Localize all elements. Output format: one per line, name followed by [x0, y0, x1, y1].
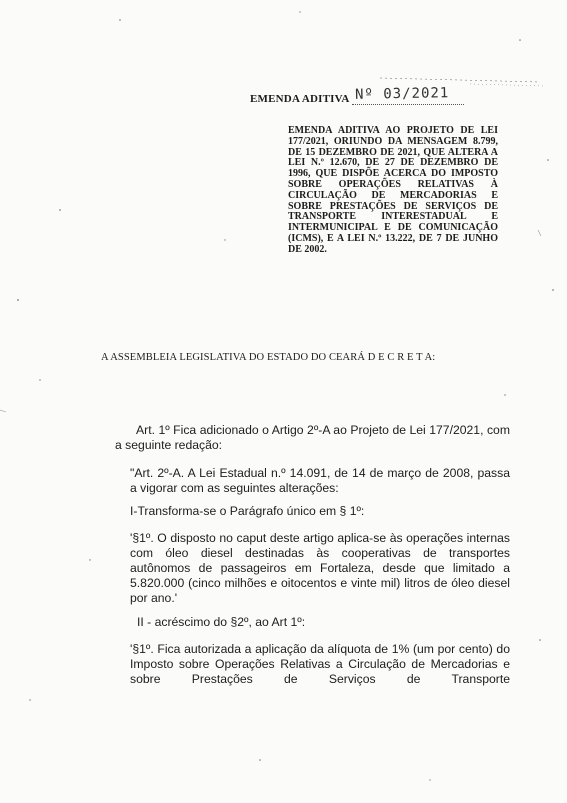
paragraph-2: '§1º. Fica autorizada a aplicação da alíquota de 1% (um por cento) do Imposto sobre Operações Relativas a Circulação de Mercadorias e sobre Prestações de Serviços de Transporte [130, 642, 510, 686]
inciso-2: II - acréscimo do §2º, ao Art 1º: [137, 615, 306, 629]
article-1: Art. 1º Fica adicionado o Artigo 2º-A ao Projeto de Lei 177/2021, com a seguinte redação: [115, 423, 510, 452]
handwritten-underline [352, 104, 464, 106]
inciso-1: I-Transforma-se o Parágrafo único em § 1º: [130, 504, 365, 518]
ementa-summary: EMENDA ADITIVA AO PROJETO DE LEI 177/2021, ORIUNDO DA MENSAGEM 8.799, DE 15 DEZEMBRO DE 2021, QUE ALTERA A LEI N.º 12.670, DE 27 DE DEZEMBRO DE 1996, QUE DISPÕE ACERCA DO IMPOSTO SOBRE OPERAÇÕES RELATIVAS À CIRCULAÇÃO DE MERCADORIAS E SOBRE PRESTAÇÕES DE SERVIÇOS DE TRANSPORTE INTERESTADUAL E INTERMUNICIPAL E DE COMUNICAÇÃO (ICMS), E A LEI N.º 13.222, DE 7 DE JUNHO DE 2002. [288, 125, 498, 255]
amendment-number-handwritten: Nº 03/2021 [354, 85, 450, 103]
decreta-line: A ASSEMBLEIA LEGISLATIVA DO ESTADO DO CEARÁ D E C R E T A: [101, 352, 436, 363]
article-2a: "Art. 2º-A. A Lei Estadual n.º 14.091, de 14 de março de 2008, passa a vigorar com as seguintes alterações: [130, 466, 510, 495]
amendment-title: EMENDA ADITIVA [250, 93, 350, 105]
paragraph-1: '§1º. O disposto no caput deste artigo aplica-se às operações internas com óleo diesel destinadas às cooperativas de transportes autônomos de passageiros em Fortaleza, desde que limitado a 5.820.000 (cinco milhões e oitocentos e vinte mil) litros de óleo diesel por ano.' [130, 531, 510, 605]
